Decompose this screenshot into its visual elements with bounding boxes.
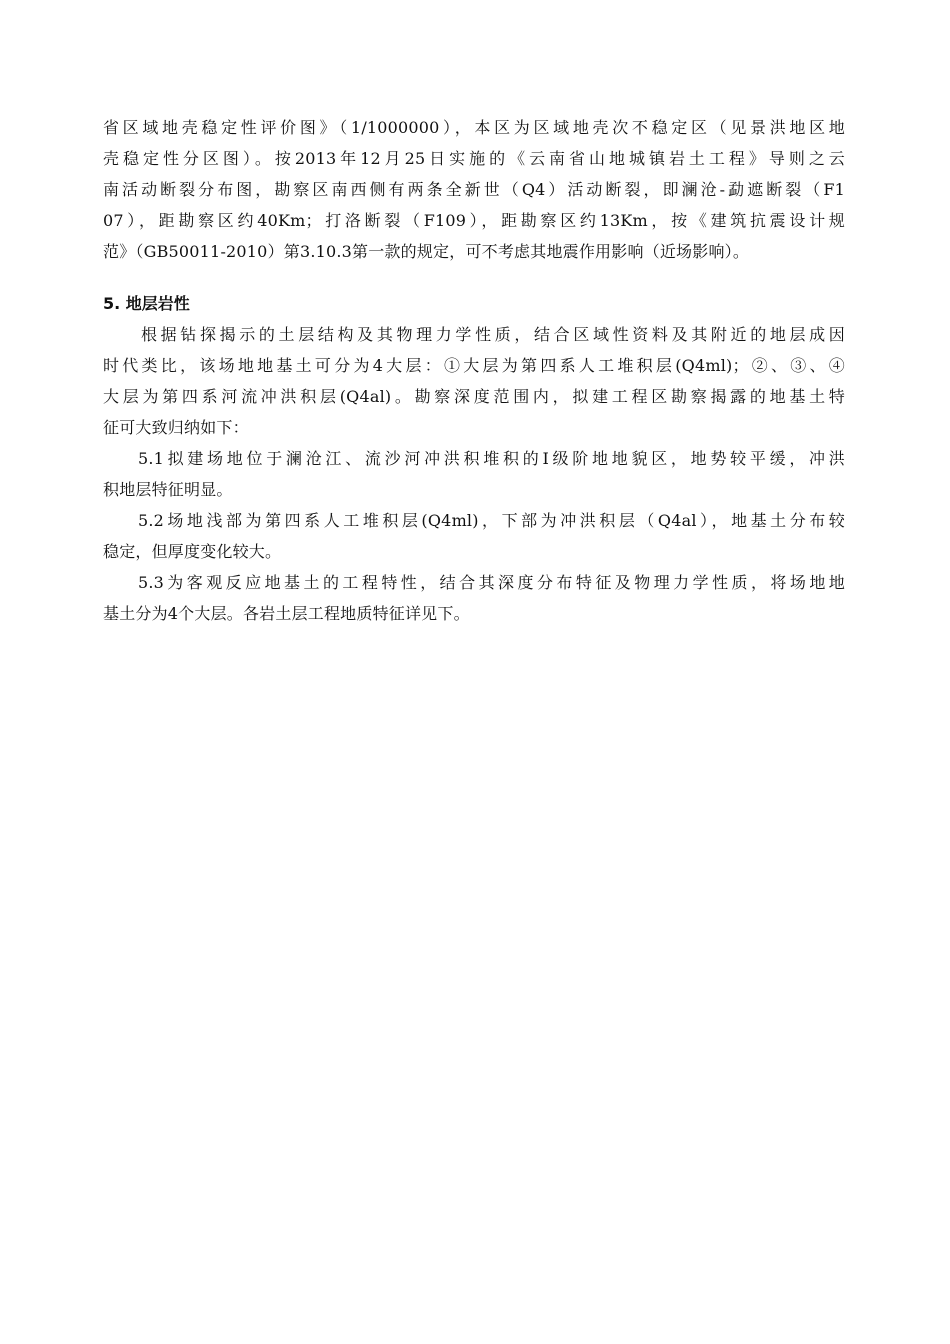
paragraph-line: 积地层特征明显。 (103, 480, 233, 499)
paragraph-line: 省区域地壳稳定性评价图》（1/1000000），本区为区域地壳次不稳定区（见景洪地区地 (103, 118, 845, 137)
document-body (103, 112, 845, 629)
paragraph-line: 5.2场地浅部为第四系人工堆积层(Q4ml)，下部为冲洪积层（Q4al），地基土分布较 (138, 511, 845, 530)
paragraph-line: 壳稳定性分区图）。按2013年12月25日实施的《云南省山地城镇岩土工程》导则之云 (103, 149, 845, 168)
paragraph-line: 范》（GB50011-2010）第3.10.3第一款的规定，可不考虑其地震作用影响（近场影响）。 (103, 242, 750, 261)
paragraph-line: 5.1拟建场地位于澜沧江、流沙河冲洪积堆积的Ⅰ级阶地地貌区，地势较平缓，冲洪 (138, 449, 845, 468)
paragraph-item-5-2 (103, 505, 845, 567)
paragraph-stratum-intro (103, 319, 845, 443)
paragraph-line: 根据钻探揭示的土层结构及其物理力学性质，结合区域性资料及其附近的地层成因 (141, 325, 845, 344)
paragraph-item-5-3 (103, 567, 845, 629)
paragraph-line: 5.3为客观反应地基土的工程特性，结合其深度分布特征及物理力学性质，将场地地 (138, 573, 845, 592)
paragraph-regional-stability (103, 112, 845, 267)
section-heading: 5. 地层岩性 (103, 294, 190, 313)
paragraph-line: 征可大致归纳如下： (103, 418, 249, 437)
paragraph-line: 07），距勘察区约40Km；打洛断裂（F109），距勘察区约13Km，按《建筑抗震设计规 (103, 211, 845, 230)
paragraph-item-5-1 (103, 443, 845, 505)
paragraph-line: 稳定，但厚度变化较大。 (103, 542, 282, 561)
paragraph-line: 南活动断裂分布图，勘察区南西侧有两条全新世（Q4）活动断裂，即澜沧-勐遮断裂（F1 (103, 180, 845, 199)
paragraph-line: 基土分为4个大层。各岩土层工程地质特征详见下。 (103, 604, 470, 623)
paragraph-line: 时代类比，该场地地基土可分为4大层：①大层为第四系人工堆积层(Q4ml)；②、③、④ (103, 356, 845, 375)
paragraph-line: 大层为第四系河流冲洪积层(Q4al)。勘察深度范围内，拟建工程区勘察揭露的地基土特 (103, 387, 845, 406)
